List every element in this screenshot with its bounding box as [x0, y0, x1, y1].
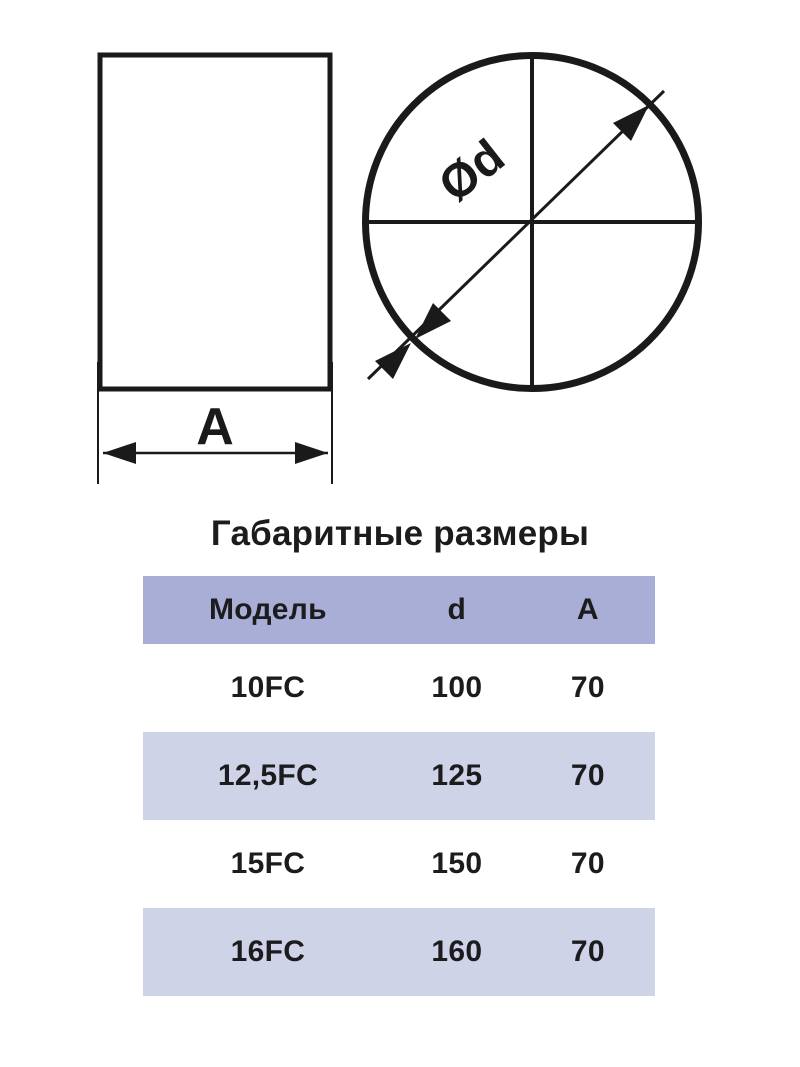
cell-d: 160	[431, 935, 483, 968]
front-view-rectangle	[100, 55, 330, 389]
table-header-row	[143, 576, 655, 644]
cell-a: 70	[570, 671, 605, 704]
cell-a: 70	[570, 847, 605, 880]
dimensions-table	[143, 576, 655, 996]
cell-model: 12,5FC	[217, 759, 319, 792]
diameter-dimension-label: Ød	[429, 129, 515, 213]
table-row	[143, 644, 655, 732]
cell-d: 150	[431, 847, 483, 880]
cell-d: 125	[431, 759, 483, 792]
cell-model: 15FC	[230, 847, 306, 880]
arrowhead-lower-left-outer-icon	[375, 343, 411, 379]
dimension-diagram	[0, 0, 800, 505]
cell-a: 70	[570, 759, 605, 792]
table-row	[143, 908, 655, 996]
arrowhead-right-icon	[295, 442, 328, 464]
table-row	[143, 732, 655, 820]
cell-a: 70	[570, 935, 605, 968]
arrowhead-left-icon	[103, 442, 136, 464]
column-header-model: Модель	[208, 593, 327, 626]
table-row	[143, 820, 655, 908]
column-header-a: A	[576, 593, 599, 626]
column-header-d: d	[447, 593, 467, 626]
cell-model: 16FC	[230, 935, 306, 968]
table-title: Габаритные размеры	[210, 514, 590, 553]
cell-d: 100	[431, 671, 483, 704]
cell-model: 10FC	[230, 671, 306, 704]
width-dimension-label: A	[196, 398, 234, 456]
